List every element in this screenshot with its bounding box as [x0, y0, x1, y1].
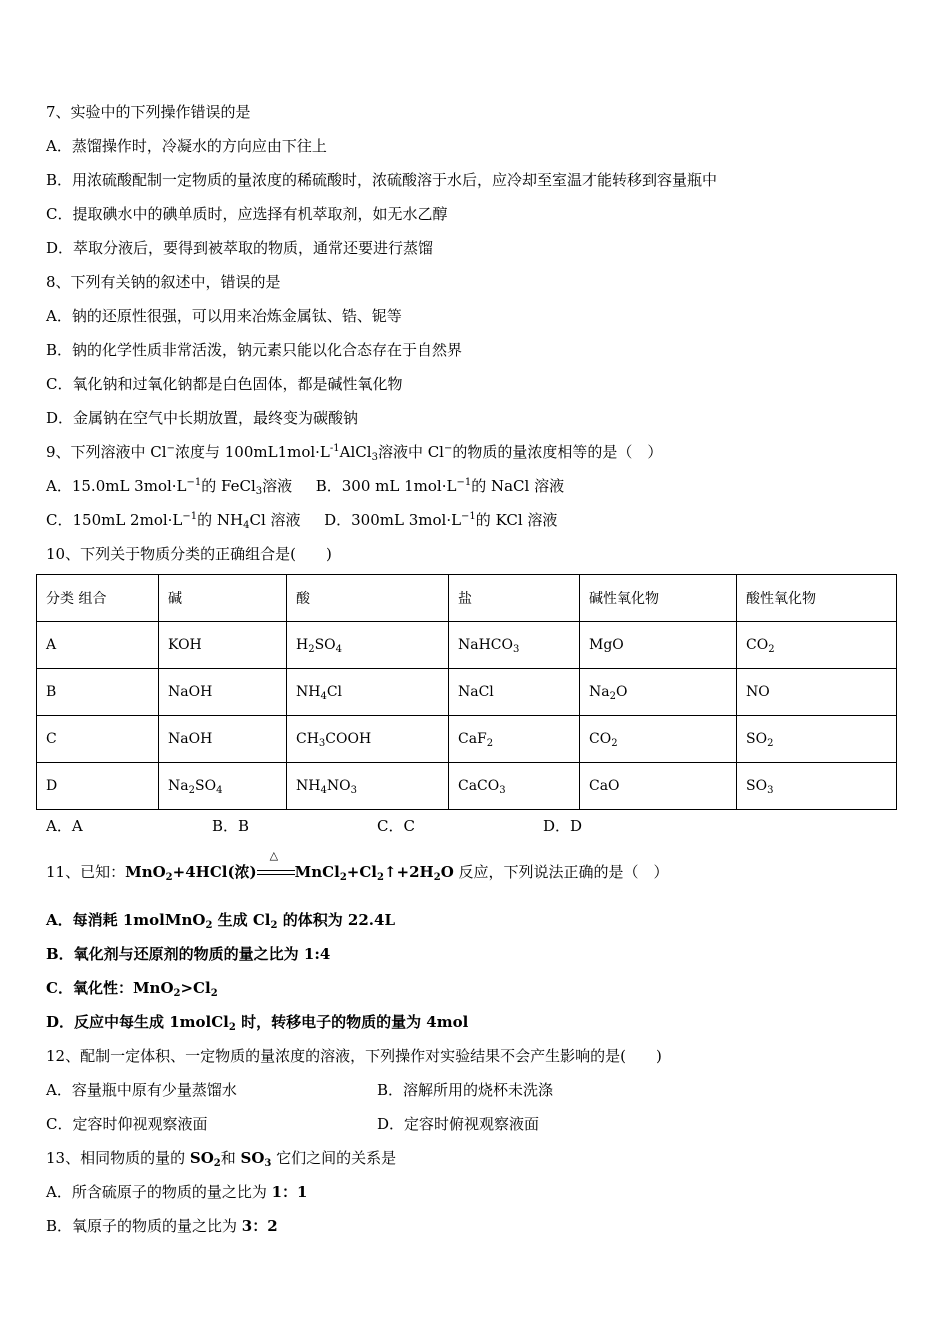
header-cell: 酸 — [287, 575, 449, 622]
q10-option-c: C．C — [377, 817, 415, 835]
table-cell: $CO_2$ — [737, 622, 897, 669]
table-cell: NO — [737, 669, 897, 716]
table-cell: NaCl — [449, 669, 580, 716]
q11-stem: 11、已知：MnO$_2$+4HCl(浓) △ $MnCl_2+Cl_2↑+2H_2O$ 反应，下列说法正确的是（ ） — [46, 862, 669, 882]
table-cell: MgO — [580, 622, 737, 669]
q9-options-cd — [46, 510, 557, 530]
q8-option-d: D．金属钠在空气中长期放置，最终变为碳酸钠 — [46, 409, 359, 427]
table-cell: $Na_2O$ — [580, 669, 737, 716]
header-cell: 分类 组合 — [37, 575, 159, 622]
q7-stem: 7、实验中的下列操作错误的是 — [46, 103, 251, 121]
table-cell: CaF$_2$ — [449, 716, 580, 763]
q12-option-d: D．定容时俯视观察液面 — [377, 1115, 540, 1133]
table-cell: $CH_3COOH$ — [287, 716, 449, 763]
q11-option-c: C．氧化性：$MnO_2>Cl_2$ — [46, 979, 218, 999]
q11-equation: MnO$_2$+4HCl(浓) △ $MnCl_2+Cl_2↑+2H_2O$ — [125, 863, 454, 881]
table-cell: CaCO$_3$ — [449, 763, 580, 810]
q10-stem: 10、下列关于物质分类的正确组合是( ) — [46, 545, 332, 563]
q7-option-d: D．萃取分液后，要得到被萃取的物质，通常还要进行蒸馏 — [46, 239, 434, 257]
q12-option-a: A．容量瓶中原有少量蒸馏水 — [46, 1081, 237, 1099]
table-cell: $H_2SO_4$ — [287, 622, 449, 669]
q9-option-d: D．300mL $3mol\cdot L^{-1}$的 KCl 溶液 — [324, 511, 558, 529]
table-cell: NaOH — [159, 716, 287, 763]
table-header-row — [37, 575, 897, 622]
q7-option-b: B．用浓硫酸配制一定物质的量浓度的稀硫酸时，浓硫酸溶于水后，应冷却至室温才能转移到容量瓶中 — [46, 171, 718, 189]
table-cell: D — [37, 763, 159, 810]
q9-options-ab — [46, 476, 564, 496]
table-cell: A — [37, 622, 159, 669]
q8-option-c: C．氧化钠和过氧化钠都是白色固体，都是碱性氧化物 — [46, 375, 403, 393]
table-cell: $SO_3$ — [737, 763, 897, 810]
q8-option-b: B．钠的化学性质非常活泼，钠元素只能以化合态存在于自然界 — [46, 341, 463, 359]
q12-option-b: B．溶解所用的烧杯未洗涤 — [377, 1081, 554, 1099]
q8-stem: 8、下列有关钠的叙述中，错误的是 — [46, 273, 281, 291]
table-cell: B — [37, 669, 159, 716]
q11-option-b: B．氧化剂与还原剂的物质的量之比为 1:4 — [46, 945, 331, 963]
header-cell: 碱性氧化物 — [580, 575, 737, 622]
table-cell: $NH_4NO_3$ — [287, 763, 449, 810]
table-cell: $Na_2SO_4$ — [159, 763, 287, 810]
q13-option-a: A．所含硫原子的物质的量之比为 1：1 — [46, 1183, 308, 1201]
table-cell: NaHCO$_3$ — [449, 622, 580, 669]
table-row — [37, 763, 897, 810]
q13-option-b: B．氧原子的物质的量之比为 3：2 — [46, 1217, 278, 1235]
table-cell: KOH — [159, 622, 287, 669]
q9-option-a: A．15.0mL $3mol\cdot L^{-1}$的 FeCl$_3$溶液 — [46, 477, 293, 497]
heat-triangle-icon: △ — [269, 849, 279, 862]
q12-option-c: C．定容时仰视观察液面 — [46, 1115, 208, 1133]
table-cell: C — [37, 716, 159, 763]
table-row — [37, 622, 897, 669]
table-cell: $NH_4Cl$ — [287, 669, 449, 716]
q12-stem: 12、配制一定体积、一定物质的量浓度的溶液，下列操作对实验结果不会产生影响的是( ) — [46, 1047, 662, 1065]
table-cell: $SO_2$ — [737, 716, 897, 763]
q8-option-a: A．钠的还原性很强，可以用来冶炼金属钛、锆、铌等 — [46, 307, 402, 325]
q11-option-d: D．反应中每生成 1molCl$_2$ 时，转移电子的物质的量为 4mol — [46, 1013, 469, 1033]
header-cell: 酸性氧化物 — [737, 575, 897, 622]
q13-stem: 13、相同物质的量的 $SO_2$和 $SO_3$ 它们之间的关系是 — [46, 1149, 397, 1169]
q10-option-b: B．B — [212, 817, 250, 835]
q9-stem: 9、下列溶液中 Cl−浓度与 $100mL1mol\cdot L^{-1}AlCl_3$溶液中 Cl−的物质的量浓度相等的是（ ） — [46, 443, 663, 463]
q10-option-a: A．A — [46, 817, 83, 835]
q9-option-b: B．300 mL $1mol\cdot L^{-1}$的 NaCl 溶液 — [315, 477, 565, 495]
table-cell: CaO — [580, 763, 737, 810]
heat-condition — [257, 849, 295, 882]
q10-option-d: D．D — [543, 817, 583, 835]
table-row — [37, 716, 897, 763]
table-cell: $CO_2$ — [580, 716, 737, 763]
table-row — [37, 669, 897, 716]
q7-option-a: A．蒸馏操作时，冷凝水的方向应由下往上 — [46, 137, 327, 155]
q9-option-c: C．150mL $2mol\cdot L^{-1}$的 $NH_4Cl$ 溶液 — [46, 511, 301, 531]
header-cell: 盐 — [449, 575, 580, 622]
q11-option-a: A．每消耗 1molMnO$_2$ 生成 $Cl_2$ 的体积为 22.4L — [46, 911, 396, 931]
header-cell: 碱 — [159, 575, 287, 622]
table-cell: NaOH — [159, 669, 287, 716]
classification-table — [36, 574, 897, 810]
q7-option-c: C．提取碘水中的碘单质时，应选择有机萃取剂，如无水乙醇 — [46, 205, 448, 223]
